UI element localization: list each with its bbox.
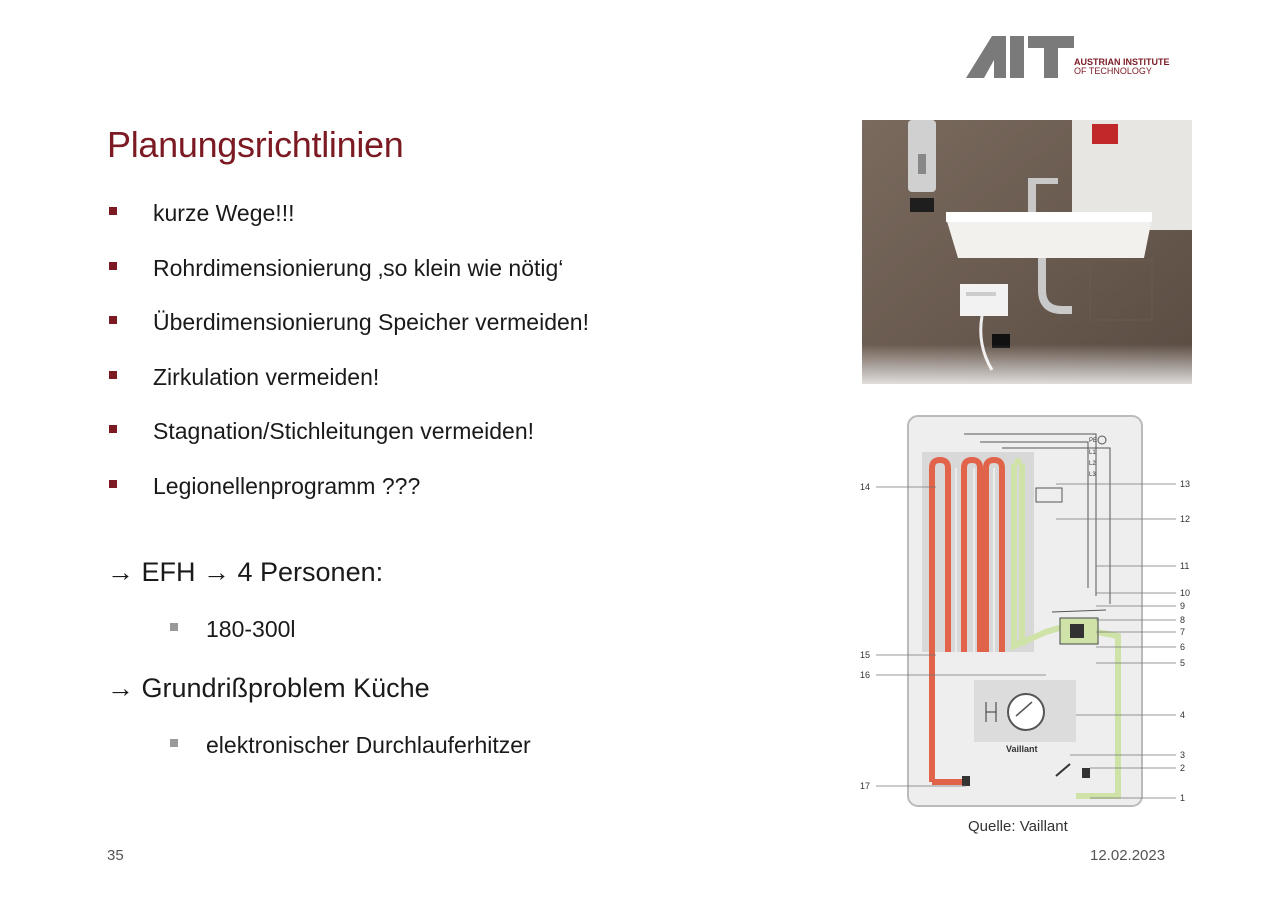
terminal-label: PE: [1089, 438, 1098, 444]
terminal-label: L3: [1089, 472, 1096, 478]
ait-logo-mark: [966, 34, 1074, 78]
diagram-label: 12: [1180, 514, 1191, 524]
logo-text: [1074, 58, 1170, 76]
diagram-label: 1: [1180, 793, 1186, 803]
diagram-brand: Vaillant: [1006, 744, 1038, 754]
bullet-text: Rohrdimensionierung ‚so klein wie nötig‘: [153, 254, 564, 281]
sub-bullet-text: 180-300l: [206, 616, 296, 642]
bullet-square-icon: [109, 480, 117, 488]
slide-title: Planungsrichtlinien: [107, 124, 404, 165]
bullet-list: [107, 198, 589, 526]
diagram-label: 4: [1180, 710, 1186, 720]
slide-date: 12.02.2023: [1090, 847, 1166, 864]
sub-bullet-heater: [170, 730, 531, 760]
diagram-label: 6: [1180, 642, 1186, 652]
bullet-text: Stagnation/Stichleitungen vermeiden!: [153, 418, 535, 445]
sub-bullet-square-icon: [170, 739, 178, 747]
sink-heater-photo: [862, 120, 1192, 384]
section-heading-kitchen: → Grundrißproblem Küche: [107, 673, 430, 703]
diagram-label: 16: [860, 670, 871, 680]
sub-bullet-square-icon: [170, 623, 178, 631]
terminal-label: L1: [1089, 450, 1096, 456]
diagram-label: 8: [1180, 615, 1186, 625]
heater-schematic-diagram: [856, 412, 1196, 814]
image-source-caption: Quelle: Vaillant: [968, 818, 1068, 835]
diagram-label: 7: [1180, 627, 1186, 637]
diagram-label: 14: [860, 482, 871, 492]
diagram-label: 3: [1180, 750, 1186, 760]
bullet-square-icon: [109, 262, 117, 270]
bullet-text: kurze Wege!!!: [153, 200, 295, 226]
section-heading-efh: → EFH → 4 Personen:: [107, 557, 384, 587]
ait-logo: [966, 34, 1176, 80]
bullet-item: [107, 307, 589, 362]
terminal-label: L2: [1089, 461, 1096, 467]
bullet-item: [107, 253, 589, 308]
bullet-square-icon: [109, 371, 117, 379]
diagram-label: 17: [860, 781, 871, 791]
bullet-item: [107, 198, 589, 253]
page-number: 35: [107, 847, 124, 864]
bullet-text: Überdimensionierung Speicher vermeiden!: [153, 309, 589, 336]
bullet-item: [107, 416, 589, 471]
logo-line2: OF TECHNOLOGY: [1074, 66, 1152, 76]
sub-bullet-volume: [170, 614, 296, 644]
bullet-square-icon: [109, 316, 117, 324]
diagram-label: 15: [860, 650, 871, 660]
diagram-label: 5: [1180, 658, 1186, 668]
bullet-text: Legionellenprogramm ???: [153, 472, 421, 499]
bullet-item: [107, 471, 589, 526]
logo-line1: AUSTRIAN INSTITUTE: [1074, 57, 1170, 67]
diagram-label: 2: [1180, 763, 1186, 773]
diagram-label: 10: [1180, 588, 1191, 598]
bullet-item: [107, 362, 589, 417]
diagram-label: 13: [1180, 479, 1191, 489]
diagram-label: 11: [1180, 561, 1190, 571]
sub-bullet-text: elektronischer Durchlauferhitzer: [206, 732, 531, 758]
diagram-label: 9: [1180, 601, 1186, 611]
bullet-text: Zirkulation vermeiden!: [153, 363, 380, 390]
bullet-square-icon: [109, 425, 117, 433]
bullet-square-icon: [109, 207, 117, 215]
